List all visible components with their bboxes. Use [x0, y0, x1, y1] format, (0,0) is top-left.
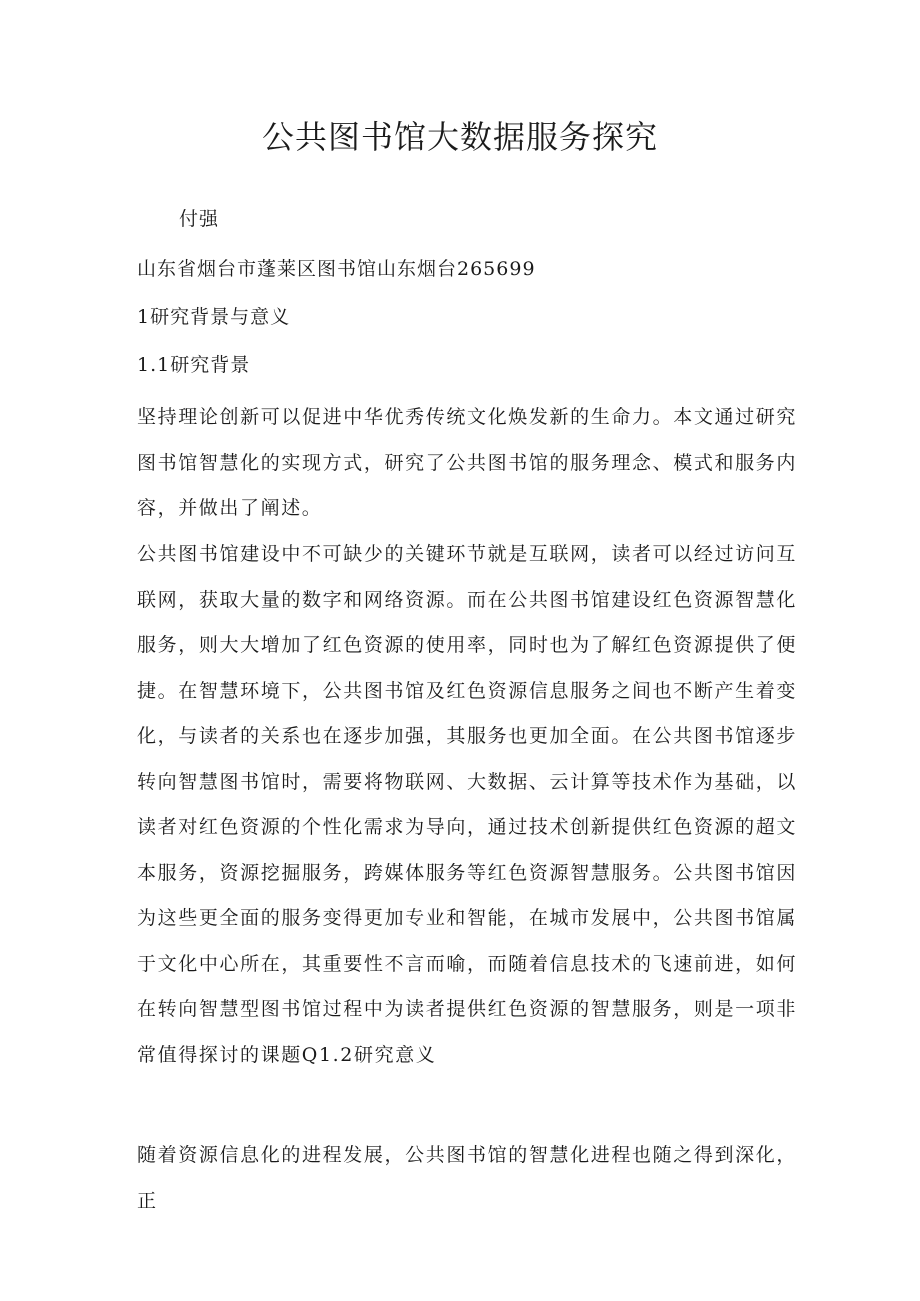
body-paragraph: 公共图书馆建设中不可缺少的关键环节就是互联网，读者可以经过访问互联网，获取大量的数字和网络资源。而在公共图书馆建设红色资源智慧化服务，则大大增加了红色资源的使用率，同时也为了解红色资源提供了便捷。在智慧环境下，公共图书馆及红色资源信息服务之间也不断产生着变化，与读者的关系也在逐步加强，其服务也更加全面。在公共图书馆逐步转向智慧图书馆时，需要将物联网、大数据、云计算等技术作为基础，以读者对红色资源的个性化需求为导向，通过技术创新提供红色资源的超文本服务，资源挖掘服务，跨媒体服务等红色资源智慧服务。公共图书馆因为这些更全面的服务变得更加专业和智能，在城市发展中，公共图书馆属于文化中心所在，其重要性不言而喻，而随着信息技术的飞速前进，如何在转向智慧型图书馆过程中为读者提供红色资源的智慧服务，则是一项非常值得探讨的课题Q1.2研究意义 — [137, 543, 797, 1066]
document-title: 公共图书馆大数据服务探究 — [261, 118, 658, 156]
body-paragraph: 随着资源信息化的进程发展，公共图书馆的智慧化进程也随之得到深化，正 — [137, 1144, 797, 1212]
author-affiliation: 山东省烟台市蓬莱区图书馆山东烟台265699 — [137, 258, 536, 280]
author-name: 付强 — [179, 208, 220, 230]
subsection-heading: 1.1研究背景 — [137, 354, 251, 376]
section-heading: 1研究背景与意义 — [137, 306, 291, 328]
body-paragraph: 坚持理论创新可以促进中华优秀传统文化焕发新的生命力。本文通过研究图书馆智慧化的实现方式，研究了公共图书馆的服务理念、模式和服务内容，并做出了阐述。 — [137, 406, 797, 519]
